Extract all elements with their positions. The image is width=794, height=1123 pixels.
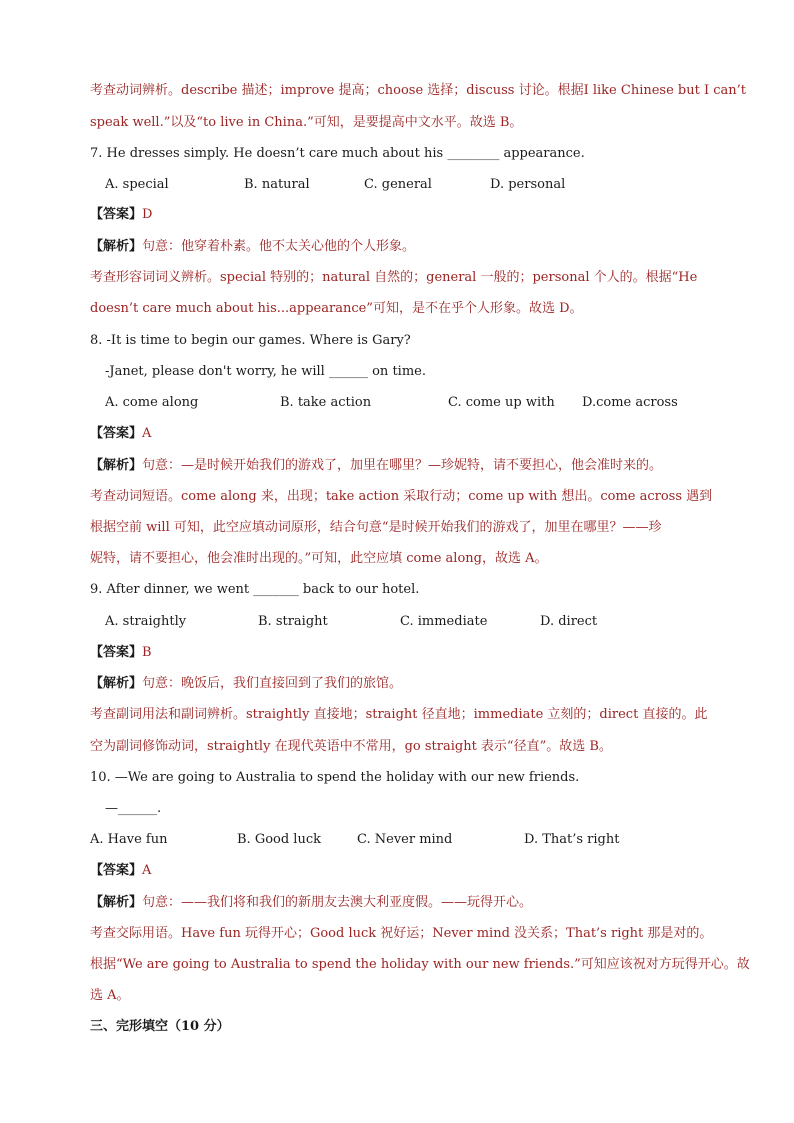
analysis-tag: 【解析】 bbox=[90, 458, 143, 473]
q6-analysis-line-2: speak well.”以及“to live in China.”可知，是要提高中文水平。故选 B。 bbox=[90, 115, 523, 130]
q10-answer: A bbox=[142, 863, 152, 878]
q10-meaning: 句意：——我们将和我们的新朋友去澳大利亚度假。——玩得开心。 bbox=[142, 895, 533, 910]
q9-meaning: 句意：晚饭后，我们直接回到了我们的旅馆。 bbox=[142, 676, 403, 691]
q9-analysis-line-2: 空为副词修饰动词，straightly 在现代英语中不常用，go straight 表示“径直”。故选 B。 bbox=[90, 739, 612, 754]
q7-answer-row bbox=[90, 205, 152, 225]
q10-option-c: C. Never mind bbox=[357, 832, 453, 847]
q7-meaning: 句意：他穿着朴素。他不太关心他的个人形象。 bbox=[142, 239, 416, 254]
q10-option-a: A. Have fun bbox=[90, 832, 168, 847]
q9-option-c: C. immediate bbox=[400, 614, 488, 629]
q10-analysis-line-3: 选 A。 bbox=[90, 988, 130, 1003]
q9-question: 9. After dinner, we went _______ back to our hotel. bbox=[90, 582, 420, 597]
q9-option-b: B. straight bbox=[258, 614, 328, 629]
answer-tag: 【答案】 bbox=[90, 645, 143, 660]
q8-question-line-1: 8. -It is time to begin our games. Where is Gary? bbox=[90, 333, 411, 348]
q7-analysis-line-1: 考查形容词词义辨析。special 特别的；natural 自然的；general 一般的；personal 个人的。根据“He bbox=[90, 270, 698, 285]
analysis-tag: 【解析】 bbox=[90, 676, 143, 691]
q8-analysis-line-3: 妮特，请不要担心，他会准时出现的。”可知，此空应填 come along，故选 A。 bbox=[90, 551, 548, 566]
q8-analysis-line-2: 根据空前 will 可知，此空应填动词原形，结合句意“是时候开始我们的游戏了，加里在哪里？——珍 bbox=[90, 520, 662, 535]
q6-analysis-line-1: 考查动词辨析。describe 描述；improve 提高；choose 选择；discuss 讨论。根据I like Chinese but I can’t bbox=[90, 83, 746, 98]
q10-question-line-2: —______. bbox=[105, 801, 162, 816]
q8-question-line-2: -Janet, please don't worry, he will ______ on time. bbox=[105, 364, 426, 379]
q8-option-a: A. come along bbox=[105, 395, 199, 410]
answer-tag: 【答案】 bbox=[90, 207, 143, 222]
q10-option-b: B. Good luck bbox=[237, 832, 321, 847]
analysis-tag: 【解析】 bbox=[90, 895, 143, 910]
q8-option-b: B. take action bbox=[280, 395, 372, 410]
q8-answer: A bbox=[142, 426, 152, 441]
q10-option-d: D. That’s right bbox=[524, 832, 620, 847]
q8-meaning: 句意：—是时候开始我们的游戏了，加里在哪里？—珍妮特，请不要担心，他会准时来的。 bbox=[142, 458, 663, 473]
q9-meaning-row bbox=[90, 674, 402, 694]
q10-meaning-row bbox=[90, 893, 532, 913]
q9-option-a: A. straightly bbox=[105, 614, 187, 629]
q9-analysis-line-1: 考查副词用法和副词辨析。straightly 直接地；straight 径直地；immediate 立刻的；direct 直接的。此 bbox=[90, 707, 708, 722]
q7-question: 7. He dresses simply. He doesn’t care much about his ________ appearance. bbox=[90, 146, 585, 161]
q7-meaning-row bbox=[90, 237, 415, 257]
q9-option-d: D. direct bbox=[540, 614, 598, 629]
answer-tag: 【答案】 bbox=[90, 426, 143, 441]
q10-question-line-1: 10. —We are going to Australia to spend the holiday with our new friends. bbox=[90, 770, 580, 785]
q7-analysis-line-2: doesn’t care much about his...appearance”可知，是不在乎个人形象。故选 D。 bbox=[90, 301, 583, 316]
analysis-tag: 【解析】 bbox=[90, 239, 143, 254]
q7-option-c: C. general bbox=[364, 177, 432, 192]
section-heading: 三、完形填空（10 分） bbox=[90, 1019, 230, 1034]
q9-answer-row bbox=[90, 643, 152, 663]
q7-option-a: A. special bbox=[105, 177, 169, 192]
q8-analysis-line-1: 考查动词短语。come along 来，出现；take action 采取行动；come up with 想出。come across 遇到 bbox=[90, 489, 713, 504]
answer-tag: 【答案】 bbox=[90, 863, 143, 878]
q8-answer-row bbox=[90, 424, 151, 444]
q10-analysis-line-2: 根据“We are going to Australia to spend the holiday with our new friends.”可知应该祝对方玩得开心。故 bbox=[90, 957, 750, 972]
q8-option-d: D.come across bbox=[582, 395, 678, 410]
q8-option-c: C. come up with bbox=[448, 395, 555, 410]
q7-option-b: B. natural bbox=[244, 177, 310, 192]
q8-meaning-row bbox=[90, 456, 662, 476]
q7-option-d: D. personal bbox=[490, 177, 566, 192]
q7-answer: D bbox=[142, 207, 153, 222]
q10-answer-row bbox=[90, 861, 151, 881]
q10-analysis-line-1: 考查交际用语。Have fun 玩得开心；Good luck 祝好运；Never mind 没关系；That’s right 那是对的。 bbox=[90, 926, 713, 941]
q9-answer: B bbox=[142, 645, 152, 660]
